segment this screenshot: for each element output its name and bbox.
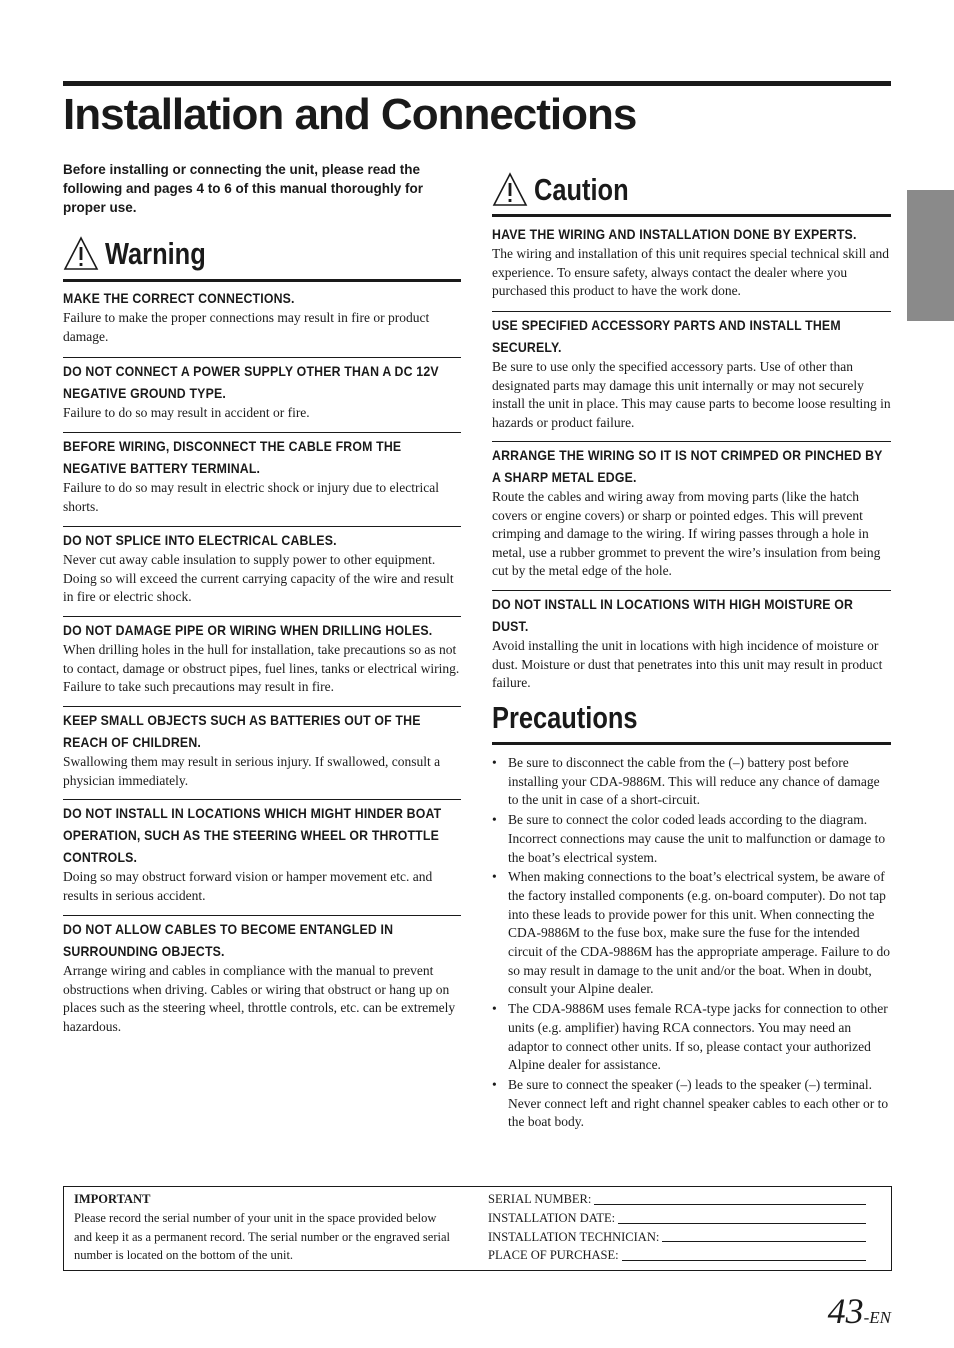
- top-rule: [63, 81, 891, 86]
- caution-item-body: The wiring and installation of this unit requires special technical skill and experience. To ensure safety, always contact the dealer where you purchased this product to have the work done.: [492, 246, 890, 299]
- warning-item: [63, 287, 461, 346]
- caution-rule: [492, 214, 891, 217]
- warning-item-body: Failure to do so may result in accident or fire.: [63, 405, 310, 420]
- warning-item-title: DO NOT INSTALL IN LOCATIONS WHICH MIGHT HINDER BOAT OPERATION, SUCH AS THE STEERING WHEEL OR THROTTLE CONTROLS.: [63, 805, 442, 865]
- precautions-list: [492, 754, 891, 1133]
- warning-item: [63, 432, 461, 516]
- record-fields: [488, 1190, 878, 1265]
- side-tab: [907, 190, 954, 321]
- caution-item-body: Be sure to use only the specified accessory parts. Use of other than designated parts may damage this unit internally or may not securely install the unit in place. This may cause parts to become loose resulting in hazards or product failure.: [492, 359, 891, 430]
- warning-item-body: Failure to do so may result in electric shock or injury due to electrical shorts.: [63, 480, 440, 514]
- caution-heading-label: Caution: [534, 172, 629, 207]
- caution-item-title: USE SPECIFIED ACCESSORY PARTS AND INSTALL THEM SECURELY.: [492, 317, 841, 355]
- caution-item-body: Avoid installing the unit in locations with high incidence of moisture or dust. Moisture or dust that penetrates into this unit may result in product failure.: [492, 638, 883, 691]
- caution-item: [492, 223, 891, 301]
- warning-item-body: Swallowing them may result in serious injury. If swallowed, consult a physician immediately.: [63, 754, 441, 788]
- caution-item-title: HAVE THE WIRING AND INSTALLATION DONE BY EXPERTS.: [492, 226, 857, 242]
- list-item: [492, 754, 891, 810]
- warning-item-title: BEFORE WIRING, DISCONNECT THE CABLE FROM THE NEGATIVE BATTERY TERMINAL.: [63, 438, 402, 476]
- warning-item-title: KEEP SMALL OBJECTS SUCH AS BATTERIES OUT OF THE REACH OF CHILDREN.: [63, 712, 421, 750]
- field-label: INSTALLATION DATE:: [488, 1210, 616, 1225]
- warning-item: [63, 616, 461, 697]
- bullet: •: [492, 812, 497, 828]
- bullet: •: [492, 1001, 497, 1017]
- field-line: [618, 1223, 866, 1224]
- page-title: Installation and Connections: [63, 90, 637, 139]
- warning-item-title: DO NOT DAMAGE PIPE OR WIRING WHEN DRILLING HOLES.: [63, 622, 433, 638]
- field-label: INSTALLATION TECHNICIAN:: [488, 1229, 660, 1244]
- warning-item-body: Failure to make the proper connections may result in fire or product damage.: [63, 310, 430, 344]
- caution-item: [492, 311, 891, 432]
- warning-heading: [63, 236, 228, 272]
- field-label: PLACE OF PURCHASE:: [488, 1248, 619, 1263]
- important-title: IMPORTANT: [74, 1192, 151, 1206]
- caution-item-title: ARRANGE THE WIRING SO IT IS NOT CRIMPED OR PINCHED BY A SHARP METAL EDGE.: [492, 447, 883, 485]
- important-note: [74, 1190, 454, 1265]
- bullet: •: [492, 755, 497, 770]
- serial-number-field[interactable]: [488, 1190, 878, 1209]
- list-item-text: When making connections to the boat’s electrical system, be aware of the factory installed components (e.g. on-board computer). Do not tap into these leads to provide power for this unit. When connecting the CDA-9886M to the fuse box, make sure the fuse for the intended circuit of the CDA-9886M has the appropriate amperage. Failure to do so may result in damage to the unit and/or the boat. When in doubt, consult your Alpine dealer.: [508, 869, 891, 997]
- list-item-text: The CDA-9886M uses female RCA-type jacks for connection to other units (e.g. amplifier) having RCA connectors. You may need an adaptor to connect other units. If so, please contact your authorized Alpine dealer for assistance.: [508, 1001, 888, 1073]
- place-of-purchase-field[interactable]: [488, 1246, 878, 1265]
- important-box: [63, 1186, 892, 1271]
- list-item: [492, 1000, 891, 1075]
- bullet: •: [492, 869, 497, 885]
- list-item-text: Be sure to connect the speaker (–) leads to the speaker (–) terminal. Never connect left and right channel speaker cables to each other or to the boat body.: [508, 1076, 889, 1130]
- page-number-suffix: -EN: [863, 1308, 891, 1327]
- warning-item-body: When drilling holes in the hull for installation, take precautions so as not to contact, damage or obstruct pipes, fuel lines, tanks or electrical wiring. Failure to take such precautions may result in fire.: [63, 642, 460, 695]
- caution-triangle-icon: [492, 172, 528, 208]
- warning-item: [63, 706, 461, 790]
- caution-item: [492, 590, 891, 693]
- list-item: [492, 811, 891, 867]
- list-item: [492, 1076, 891, 1132]
- precautions-rule: [492, 742, 891, 745]
- warning-item: [63, 526, 461, 607]
- warning-item: [63, 357, 461, 423]
- warning-triangle-icon: [63, 236, 99, 272]
- list-item-text: Be sure to disconnect the cable from the (–) battery post before installing your CDA-9886M. This will reduce any chance of damage to the unit in case of a short-circuit.: [508, 755, 880, 808]
- warning-rule: [63, 279, 461, 282]
- warning-item-body: Never cut away cable insulation to supply power to other equipment. Doing so will exceed the current carrying capacity of the wire and result in fire or electric shock.: [63, 552, 454, 605]
- warning-item: [63, 915, 461, 1036]
- page-number-value: 43: [827, 1291, 864, 1331]
- list-item-text: Be sure to connect the color coded leads according to the diagram. Incorrect connections may cause the unit to malfunction or damage to the boat’s electrical system.: [508, 812, 886, 865]
- warning-heading-label: Warning: [105, 236, 206, 271]
- caution-item-title: DO NOT INSTALL IN LOCATIONS WITH HIGH MOISTURE OR DUST.: [492, 596, 854, 634]
- warning-item-title: DO NOT ALLOW CABLES TO BECOME ENTANGLED IN SURROUNDING OBJECTS.: [63, 921, 394, 959]
- field-line: [662, 1241, 866, 1242]
- field-line: [622, 1260, 866, 1261]
- installation-date-field[interactable]: [488, 1209, 878, 1228]
- precautions-heading-label: Precautions: [492, 700, 638, 735]
- bullet: •: [492, 1076, 497, 1092]
- warning-item-title: MAKE THE CORRECT CONNECTIONS.: [63, 290, 295, 306]
- list-item: [492, 868, 891, 999]
- intro-text: Before installing or connecting the unit, please read the following and pages 4 to 6 of this manual thoroughly for proper use.: [63, 162, 424, 215]
- field-line: [594, 1204, 866, 1205]
- precautions-heading: [492, 700, 669, 736]
- warning-item-title: DO NOT SPLICE INTO ELECTRICAL CABLES.: [63, 532, 337, 548]
- caution-heading: [492, 172, 649, 208]
- warning-item: [63, 799, 461, 905]
- caution-item: [492, 441, 891, 581]
- caution-item-body: Route the cables and wiring away from moving parts (like the hatch covers or engine covers) or sharp or pointed edges. This will prevent crimping and damage to the wiring. If wiring passes through a hole in metal, use a rubber grommet to prevent the wire’s insulation from being cut by the metal edge of the hole.: [492, 489, 881, 579]
- warning-item-body: Arrange wiring and cables in compliance with the manual to prevent obstructions when driving. Cables or wiring that obstruct or hang up on places such as the steering wheel, throttle controls, etc. can be extremely hazardous.: [63, 963, 456, 1034]
- installation-technician-field[interactable]: [488, 1228, 878, 1247]
- warning-item-body: Doing so may obstruct forward vision or hamper movement etc. and results in serious accident.: [63, 869, 433, 903]
- warning-item-title: DO NOT CONNECT A POWER SUPPLY OTHER THAN A DC 12V NEGATIVE GROUND TYPE.: [63, 363, 439, 401]
- page-number: [828, 1290, 891, 1332]
- important-body: Please record the serial number of your unit in the space provided below and keep it as a permanent record. The serial number or the engraved serial number is located on the bottom of the unit.: [74, 1210, 450, 1263]
- field-label: SERIAL NUMBER:: [488, 1192, 592, 1206]
